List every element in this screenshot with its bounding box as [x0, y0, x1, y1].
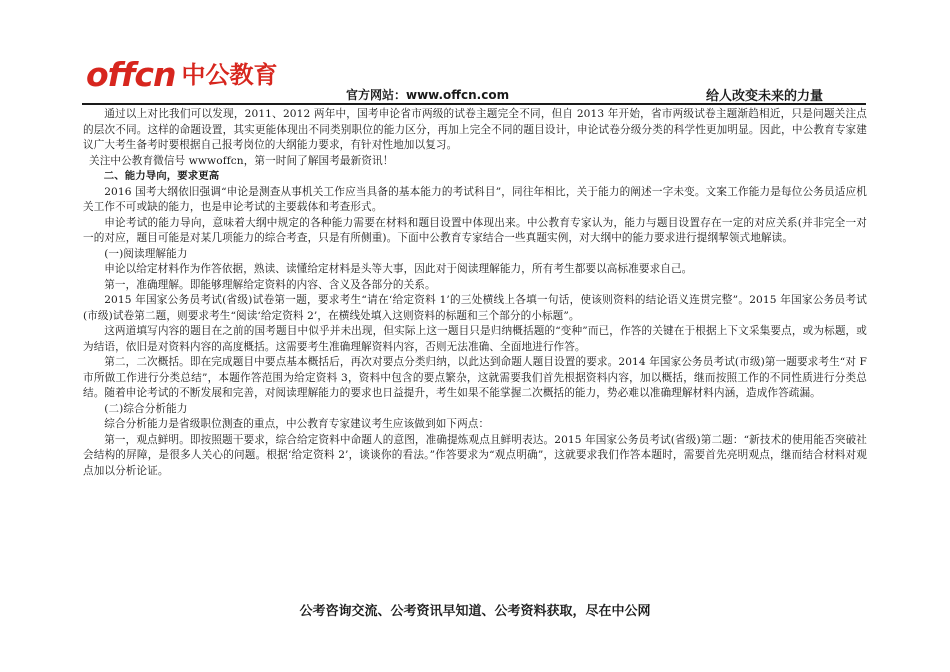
body-paragraph: (一)阅读理解能力 [104, 247, 188, 260]
body-paragraph: 第二，二次概括。即在完成题目中要点基本概括后，再次对要点分类归纳，以此达到命题人题目设置的要求。2014 年国家公务员考试(市级)第一题要求考生“对 F 市所做工作进行分类总结”，本题作答范围为给定资料 3，资料中包含的要点繁杂，这就需要我们首先根据资料内容，加以概括，继而按照工作的不同性质进行分类总结。随着申论考试的不断发展和完善，对阅读理解能力的要求也日益提升，考生如果不能掌握二次概括的能力，势必难以准确理解材料内涵，造成作答疏漏。 [83, 356, 867, 399]
logo-chinese-text: 中公教育 [181, 61, 278, 89]
body-paragraph: 这两道填写内容的题目在之前的国考题目中似乎并未出现，但实际上这一题目只是归纳概括题的“变种”而已，作答的关键在于根据上下文采集要点，或为标题，或为结语，依旧是对资料内容的高度概括。这需要考生准确理解资料内容，否则无法准确、全面地进行作答。 [83, 325, 867, 353]
section-heading: 二、能力导向，要求更高 [103, 170, 220, 182]
official-website-label[interactable]: 官方网站：www.offcn.com [346, 88, 510, 102]
offcn-logo[interactable] [86, 55, 278, 94]
body-paragraph: 2016 国考大纲依旧强调“申论是测查从事机关工作应当具备的基本能力的考试科目”，同往年相比，关于能力的阐述一字未变。文案工作能力是每位公务员适应机关工作不可或缺的能力，也是申论考试的主要载体和考查形式。 [83, 185, 867, 213]
body-paragraph: 申论考试的能力导向，意味着大纲中规定的各种能力需要在材料和题目设置中体现出来。中公教育专家认为，能力与题目设置存在一定的对应关系(并非完全一对一的对应，题目可能是对某几项能力的综合考查，只是有所侧重)。下面中公教育专家结合一些真题实例，对大纲中的能力要求进行提纲挈领式地解读。 [83, 216, 867, 244]
body-paragraph: 第一，准确理解。即能够理解给定资料的内容、含义及各部分的关系。 [104, 278, 436, 291]
body-paragraph: (二)综合分析能力 [104, 402, 188, 415]
body-paragraph: 综合分析能力是省级职位测查的重点，中公教育专家建议考生应该做到如下两点： [104, 418, 490, 430]
logo-latin-text: offcn [86, 55, 176, 94]
body-paragraph: 2015 年国家公务员考试(省级)试卷第一题，要求考生“请在‘给定资料 1’的三处横线上各填一句话，使该则资料的结论语义连贯完整”。2015 年国家公务员考试(市级)试卷第二题，则要求考生“阅读‘给定资料 2’，在横线处填入这则资料的标题和三个部分的小标题”。 [83, 294, 867, 322]
body-paragraph: 第一，观点鲜明。即按照题干要求，综合给定资料中命题人的意图，准确提炼观点且鲜明表达。2015 年国家公务员考试(省级)第二题：“新技术的使用能否突破社会结构的屏障，是很多人关心的问题。根据‘给定资料 2’，谈谈你的看法。”作答要求为“观点明确”，这就要求我们作答本题时，需要首先亮明观点，继而结合材料对观点加以分析论证。 [83, 433, 867, 477]
footer-promo: 公考咨询交流、公考资讯早知道、公考资料获取，尽在中公网 [299, 604, 651, 619]
body-paragraph: 通过以上对比我们可以发现，2011、2012 两年中，国考申论省市两级的试卷主题完全不同，但自 2013 年开始，省市两级试卷主题渐趋相近，只是问题关注点的层次不同。这样的命题设置，其实更能体现出不同类别职位的能力区分，再加上完全不同的题目设计，申论试卷分级分类的科学性更加明显。因此，中公教育专家建议广大考生备考时要根据自己报考岗位的大纲能力要求，有针对性地加以复习。 [83, 108, 867, 151]
article-body [83, 107, 867, 479]
header-divider [82, 103, 866, 105]
body-paragraph: 申论以给定材料作为作答依据，熟读、读懂给定材料是头等大事，因此对于阅读理解能力，所有考生都要以高标准要求自己。 [104, 263, 693, 275]
slogan: 给人改变未来的力量 [706, 89, 824, 104]
page-header [0, 0, 950, 108]
body-paragraph: 关注中公教育微信号 wwwoffcn，第一时间了解国考最新资讯！ [89, 154, 394, 167]
